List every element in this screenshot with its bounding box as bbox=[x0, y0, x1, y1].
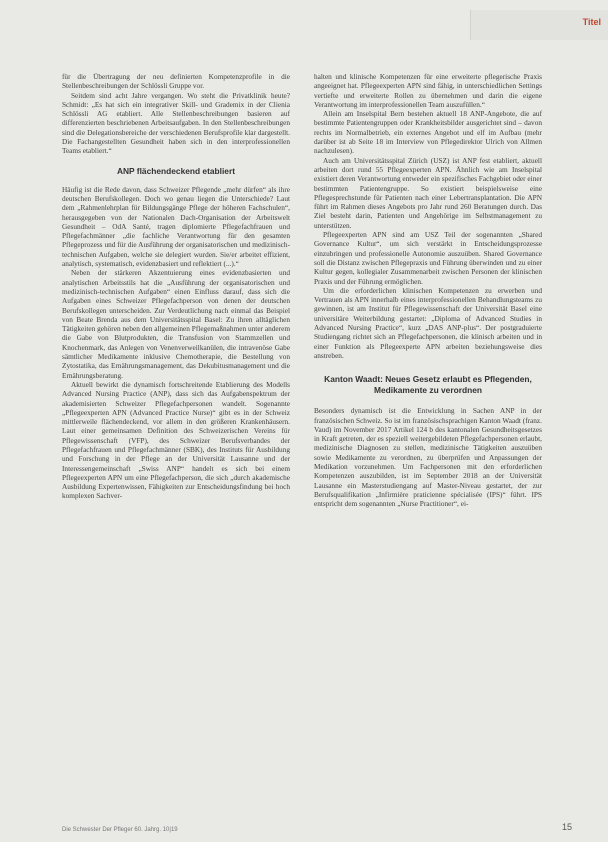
section-heading: ANP flächendeckend etabliert bbox=[116, 165, 236, 176]
left-column bbox=[62, 72, 290, 501]
section-tab bbox=[470, 10, 608, 40]
paragraph: Allein am Inselspital Bern bestehen aktuell 18 ANP-Angebote, die auf bestimmte Patientengruppen oder Krankheitsbilder ausgerichtet sind – davon rechts im Normalbetrieb, ein externes Angebot und elf im Aufbau (mehr darüber ist ab Seite 18 im Interview von Pflegedirektor Ulrich von Allmen nachzulesen). bbox=[314, 109, 542, 156]
paragraph: für die Übertragung der neu definierten Kompetenzprofile in die Stellenbeschreibungen der Schlössli Gruppe vor. bbox=[62, 72, 290, 91]
page-number: 15 bbox=[562, 822, 573, 832]
paragraph: halten und klinische Kompetenzen für eine erweiterte pflegerische Praxis angeeignet hat. Pflegeexperten APN sind fähig, in unterschiedlichen Settings vertiefte und erweiterte Rollen zu übernehmen und darin die eigene Verantwortung im interprofessionellen Team auszufüllen.“ bbox=[314, 72, 542, 109]
section-tab-label: Titel bbox=[582, 17, 601, 27]
paragraph: Pflegeexperten APN sind am USZ Teil der sogenannten „Shared Governance Kultur“, um sich verstärkt in Entscheidungsprozesse einzubringen und professionelle Autonomie auszuüben. Shared Governance soll die Distanz zwischen Pflegepraxis und Führung überwinden und zu einer Kultur gegen, kollegialer Zusammenarbeit zwischen Personen der klinischen Praxis und der Führung ermöglichen. bbox=[314, 230, 542, 286]
journal-footer: Die Schwester Der Pfleger 60. Jahrg. 10|19 bbox=[62, 827, 178, 833]
paragraph: Seitdem sind acht Jahre vergangen. Wo steht die Privatklinik heute? Schmidt: „Es hat sich ein integrativer Skill- und Grademix in der Clienia Schlössli AG etabliert. Alle Stellenbeschreibungen basieren auf differenzierten beschriebenen Arbeitsaufgaben. In den Stellenbeschreibungen sind die Delegationsbereiche der verschiedenen Berufsprofile klar dargestellt. Die Fachangestellten Gesundheit haben sich in den interprofessionellen Teams etabliert.“ bbox=[62, 90, 290, 156]
paragraph: Aktuell bewirkt die dynamisch fortschreitende Etablierung des Modells Advanced Nursing Practice (ANP), dass sich das Aufgabenspektrum der akademisierten Schweizer Pflegefachpersonen wandelt. Sogenannte „Pflegeexperten APN (Advanced Practice Nurse)“ gibt es in der Schweiz mittlerweile flächendeckend, vor allem in den größeren Krankenhäusern. Laut einer gemeinsamen Definition des Schweizerischen Vereins für Pflegewissenschaft (VFP), des Schweizer Berufsverbandes der Pflegefachfrauen und Pflegefachmänner (SBK), des Instituts für Ausbildung und Forschung in der Pflege an der Universität Lausanne und der Interessengemeinschaft „Swiss ANP“ handelt es sich bei einem Pflegeexperten APN um eine Pflegefachperson, die sich „durch akademische Ausbildung Expertenwissen, Fähigkeiten zur Entscheidungsfindung bei hoch komplexen Sachver- bbox=[62, 379, 290, 501]
paragraph: Um die erforderlichen klinischen Kompetenzen zu erwerben und Vertrauen als APN innerhalb eines interprofessionellen Behandlungsteams zu gewinnen, ist am Institut für Pflegewissenschaft der Universität Basel eine universitäre Weiterbildung gestartet: „Diploma of Advanced Studies in Advanced Nursing Practice“, kurz „DAS ANP-plus“. Der postgraduierte Studiengang richtet sich an Pflegefachpersonen, die klinisch arbeiten und in einer Funktion als Pflegeexperte APN arbeiten beziehungsweise dies anstreben. bbox=[314, 285, 542, 360]
paragraph: Neben der stärkeren Akzentuierung eines evidenzbasierten und analytischen Arbeitsstils hat die „Ausführung der organisatorischen und medizinisch-technischen Aufgaben“ einen Einfluss darauf, dass sich die Aufgaben eines Schweizer Pflegefachperson von denen der deutschen Berufskollegen unterscheiden. Zur Verdeutlichung nach einmal das Beispiel von Beate Brenda aus dem Universitätsspital Basel: Zu ihren alltäglichen Tätigkeiten gehören neben den allgemeinen Pflegemaßnahmen unter anderem die Gabe von Blutprodukten, die Transfusion von Stammzellen und Knochenmark, das Anlegen von Venenverweilkanülen, die intravenöse Gabe sämtlicher Medikamente inklusive Chemotherapie, die Bestellung von Zytostatika, das Ernährungsmanagement, das Dekubitusmanagement und die Ernährungsberatung. bbox=[62, 268, 290, 380]
paragraph: Auch am Universitätsspital Zürich (USZ) ist ANP fest etabliert, aktuell arbeiten dort rund 55 Pflegeexperten APN. Ähnlich wie am Inselspital existiert deren Verantwortung entweder ein spezifisches Fachgebiet oder einer bestimmten Patientengruppe. So existiert beispielsweise eine Pflegesprechstunde für Patienten nach einer Lebertransplantation. Die APN führt im Rahmen dieses Angebots pro Jahr rund 260 Beratungen durch. Das Ziel besteht darin, Patienten und Angehörige im Selbstmanagement zu unterstützen. bbox=[314, 155, 543, 230]
section-heading: Kanton Waadt: Neues Gesetz erlaubt es Pflegenden, Medikamente zu verordnen bbox=[324, 374, 532, 396]
paragraph: Besonders dynamisch ist die Entwicklung in Sachen ANP in der französischen Schweiz. So ist im französischsprachigen Kanton Waadt (franz. Vaud) im November 2017 Artikel 124 b des kantonalen Gesundheitsgesetzes in Kraft getreten, der es speziell weitergebildeten Pflegefachpersonen erlaubt, medizinische Diagnosen zu stellen, medizinische Tätigkeiten auszuüben sowie Medikamente zu verordnen, zu überprüfen und Anpassungen der Medikation vorzunehmen. Um Fachpersonen mit den erforderlichen Kompetenzen auszubilden, ist im September 2018 an der Universität Lausanne ein Masterstudiengang auf Master-Niveau gestartet, der zur Berufsqualifikation „Infirmière praticienne spécialisée (IPS)“ führt. IPS entspricht dem sogenannten „Nurse Practitioner“, ei- bbox=[314, 406, 542, 509]
right-column bbox=[314, 72, 542, 508]
paragraph: Häufig ist die Rede davon, dass Schweizer Pflegende „mehr dürfen“ als ihre deutschen Berufskollegen. Doch wo genau liegen die Unterschiede? Laut dem „Rahmenlehrplan für Bildungsgänge Pflege der höheren Fachschulen“, herausgegeben von der Nationalen Dach-Organisation der Arbeitswelt Gesundheit – OdA Santé, tragen diplomierte Pflegefachfrauen und Pflegefachmänner „die fachliche Verantwortung für den gesamten Pflegeprozess und für die Ausführung der organisatorischen und medizinisch-technischen Aufgaben, welche sie delegiert wurden. Sie/er arbeitet effizient, analytisch, systematisch, evidenzbasiert und reflektiert (...).“ bbox=[62, 184, 290, 269]
